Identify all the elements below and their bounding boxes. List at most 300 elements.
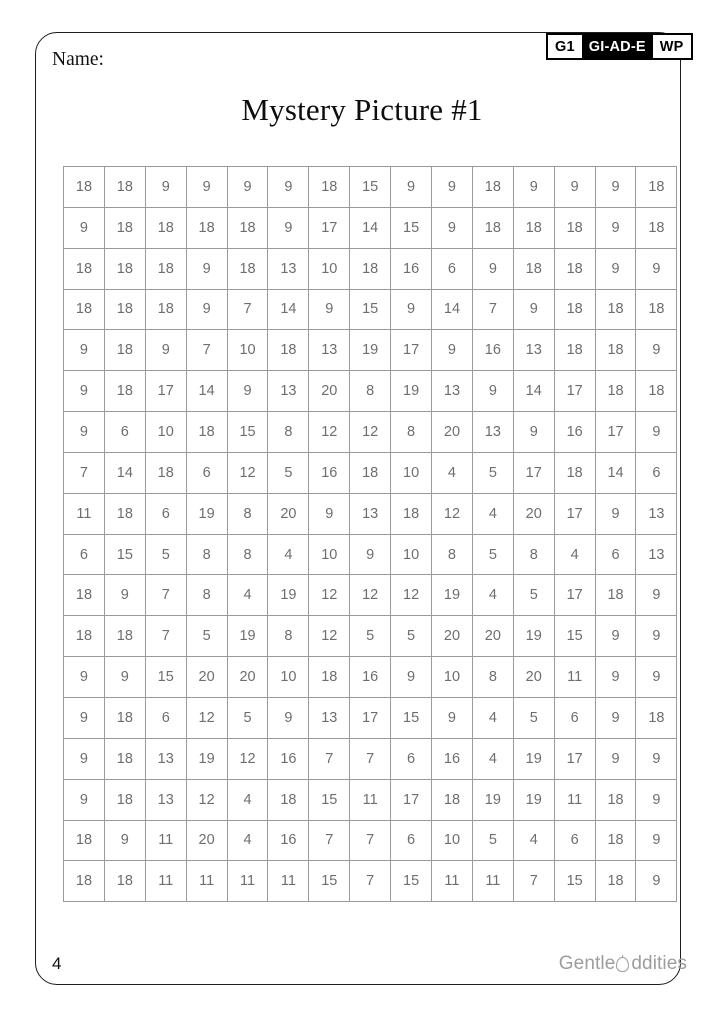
grid-cell[interactable]: 18: [391, 493, 432, 534]
grid-cell[interactable]: 9: [595, 697, 636, 738]
grid-cell[interactable]: 18: [554, 248, 595, 289]
grid-cell[interactable]: 6: [145, 697, 186, 738]
grid-cell[interactable]: 19: [513, 779, 554, 820]
grid-cell[interactable]: 8: [268, 616, 309, 657]
mystery-picture-grid: [63, 166, 677, 902]
grid-cell[interactable]: 18: [595, 820, 636, 861]
grid-cell[interactable]: 9: [186, 248, 227, 289]
grid-cell[interactable]: 15: [391, 697, 432, 738]
grid-cell[interactable]: 18: [104, 371, 145, 412]
grid-cell[interactable]: 18: [595, 289, 636, 330]
grid-cell[interactable]: 18: [64, 861, 105, 902]
grid-cell[interactable]: 16: [472, 330, 513, 371]
grid-cell[interactable]: 18: [186, 412, 227, 453]
grid-cell[interactable]: 19: [350, 330, 391, 371]
grid-cell[interactable]: 14: [595, 452, 636, 493]
grid-row: [64, 167, 677, 208]
grid-cell[interactable]: 6: [554, 697, 595, 738]
grid-cell[interactable]: 9: [636, 616, 677, 657]
grid-cell[interactable]: 6: [186, 452, 227, 493]
name-row: [52, 49, 452, 75]
grid-row: [64, 371, 677, 412]
grid-row: [64, 493, 677, 534]
grid-cell[interactable]: 19: [227, 616, 268, 657]
grid-cell[interactable]: 8: [391, 412, 432, 453]
grid-cell[interactable]: 9: [636, 330, 677, 371]
grid-cell[interactable]: 6: [64, 534, 105, 575]
grid-cell[interactable]: 13: [309, 330, 350, 371]
grid-cell[interactable]: 12: [432, 493, 473, 534]
grid-cell[interactable]: 18: [554, 207, 595, 248]
grid-cell[interactable]: 12: [309, 616, 350, 657]
grid-cell[interactable]: 13: [636, 493, 677, 534]
grid-cell[interactable]: 9: [64, 779, 105, 820]
grid-cell[interactable]: 18: [636, 371, 677, 412]
grid-row: [64, 534, 677, 575]
grid-cell[interactable]: 16: [309, 452, 350, 493]
grid-cell[interactable]: 9: [350, 534, 391, 575]
grid-cell[interactable]: 9: [595, 738, 636, 779]
name-label: Name:: [52, 49, 104, 70]
grid-cell[interactable]: 18: [513, 207, 554, 248]
grid-cell[interactable]: 16: [432, 738, 473, 779]
code-badge-segment-skill: GI-AD-E: [582, 35, 653, 58]
grid-cell[interactable]: 15: [309, 779, 350, 820]
grid-cell[interactable]: 15: [554, 861, 595, 902]
grid-cell[interactable]: 18: [513, 248, 554, 289]
grid-cell[interactable]: 12: [227, 452, 268, 493]
grid-cell[interactable]: 16: [350, 657, 391, 698]
grid-cell[interactable]: 18: [350, 248, 391, 289]
grid-cell[interactable]: 4: [472, 738, 513, 779]
grid-cell[interactable]: 19: [186, 738, 227, 779]
grid-cell[interactable]: 7: [350, 820, 391, 861]
grid-cell[interactable]: 20: [432, 412, 473, 453]
grid-cell[interactable]: 9: [595, 616, 636, 657]
grid-cell[interactable]: 8: [186, 575, 227, 616]
grid-cell[interactable]: 17: [554, 493, 595, 534]
grid-cell[interactable]: 18: [104, 738, 145, 779]
grid-cell[interactable]: 19: [186, 493, 227, 534]
grid-cell[interactable]: 15: [554, 616, 595, 657]
grid-cell[interactable]: 6: [595, 534, 636, 575]
grid-row: [64, 289, 677, 330]
grid-cell[interactable]: 7: [186, 330, 227, 371]
grid-cell[interactable]: 18: [554, 452, 595, 493]
grid-cell[interactable]: 20: [432, 616, 473, 657]
grid-cell[interactable]: 18: [350, 452, 391, 493]
grid-cell[interactable]: 16: [268, 738, 309, 779]
grid-cell[interactable]: 9: [186, 289, 227, 330]
grid-cell[interactable]: 5: [227, 697, 268, 738]
grid-cell[interactable]: 9: [472, 248, 513, 289]
grid-cell[interactable]: 10: [391, 452, 432, 493]
grid-cell[interactable]: 20: [186, 820, 227, 861]
grid-cell[interactable]: 18: [145, 248, 186, 289]
grid-cell[interactable]: 4: [513, 820, 554, 861]
grid-cell[interactable]: 9: [227, 167, 268, 208]
grid-cell[interactable]: 13: [513, 330, 554, 371]
grid-cell[interactable]: 9: [513, 167, 554, 208]
grid-cell[interactable]: 18: [636, 207, 677, 248]
grid-cell[interactable]: 19: [391, 371, 432, 412]
grid-cell[interactable]: 18: [554, 289, 595, 330]
egg-icon: [616, 955, 631, 974]
grid-row: [64, 657, 677, 698]
grid-cell[interactable]: 12: [391, 575, 432, 616]
grid-row: [64, 738, 677, 779]
grid-cell[interactable]: 7: [472, 289, 513, 330]
grid-cell[interactable]: 18: [104, 289, 145, 330]
grid-cell[interactable]: 18: [104, 616, 145, 657]
grid-cell[interactable]: 6: [432, 248, 473, 289]
grid-cell[interactable]: 17: [554, 738, 595, 779]
grid-cell[interactable]: 13: [472, 412, 513, 453]
grid-cell[interactable]: 7: [64, 452, 105, 493]
grid-cell[interactable]: 5: [391, 616, 432, 657]
grid-cell[interactable]: 20: [227, 657, 268, 698]
grid-cell[interactable]: 17: [391, 330, 432, 371]
grid-cell[interactable]: 11: [227, 861, 268, 902]
grid-cell[interactable]: 13: [432, 371, 473, 412]
grid-cell[interactable]: 20: [186, 657, 227, 698]
grid-cell[interactable]: 7: [227, 289, 268, 330]
grid-cell[interactable]: 9: [636, 738, 677, 779]
grid-cell[interactable]: 11: [186, 861, 227, 902]
grid-cell[interactable]: 7: [350, 861, 391, 902]
grid-cell[interactable]: 7: [309, 738, 350, 779]
grid-cell[interactable]: 20: [472, 616, 513, 657]
grid-cell[interactable]: 4: [227, 575, 268, 616]
grid-cell[interactable]: 18: [595, 575, 636, 616]
brand-logo: [559, 953, 687, 975]
grid-cell[interactable]: 18: [636, 697, 677, 738]
grid-cell[interactable]: 13: [350, 493, 391, 534]
grid-cell[interactable]: 18: [104, 248, 145, 289]
grid-cell[interactable]: 14: [513, 371, 554, 412]
grid-cell[interactable]: 18: [227, 248, 268, 289]
grid-cell[interactable]: 20: [268, 493, 309, 534]
grid-cell[interactable]: 12: [186, 779, 227, 820]
grid-row: [64, 697, 677, 738]
grid-cell[interactable]: 12: [350, 412, 391, 453]
grid-cell[interactable]: 17: [554, 575, 595, 616]
grid-cell[interactable]: 11: [268, 861, 309, 902]
grid-cell[interactable]: 14: [268, 289, 309, 330]
grid-cell[interactable]: 9: [595, 657, 636, 698]
grid-cell[interactable]: 17: [309, 207, 350, 248]
grid-cell[interactable]: 13: [268, 371, 309, 412]
grid-cell[interactable]: 14: [432, 289, 473, 330]
grid-cell[interactable]: 5: [472, 534, 513, 575]
grid-cell[interactable]: 8: [186, 534, 227, 575]
grid-cell[interactable]: 20: [513, 493, 554, 534]
grid-cell[interactable]: 18: [309, 657, 350, 698]
grid-cell[interactable]: 17: [554, 371, 595, 412]
grid-cell[interactable]: 9: [432, 207, 473, 248]
grid-cell[interactable]: 9: [64, 330, 105, 371]
grid-cell[interactable]: 18: [104, 697, 145, 738]
grid-cell[interactable]: 9: [268, 697, 309, 738]
grid-cell[interactable]: 19: [268, 575, 309, 616]
grid-cell[interactable]: 9: [513, 412, 554, 453]
page-number: 4: [52, 954, 62, 973]
grid-cell[interactable]: 9: [64, 657, 105, 698]
grid-cell[interactable]: 12: [309, 575, 350, 616]
grid-cell[interactable]: 7: [145, 575, 186, 616]
grid-cell[interactable]: 9: [595, 493, 636, 534]
grid-cell[interactable]: 9: [309, 493, 350, 534]
grid-cell[interactable]: 18: [64, 289, 105, 330]
grid-cell[interactable]: 9: [104, 575, 145, 616]
grid-cell[interactable]: 5: [472, 452, 513, 493]
grid-cell[interactable]: 10: [391, 534, 432, 575]
grid-cell[interactable]: 19: [432, 575, 473, 616]
grid-cell[interactable]: 18: [636, 167, 677, 208]
grid-cell[interactable]: 11: [350, 779, 391, 820]
grid-cell[interactable]: 4: [227, 820, 268, 861]
grid-cell[interactable]: 18: [472, 207, 513, 248]
grid-cell[interactable]: 4: [227, 779, 268, 820]
grid-row: [64, 330, 677, 371]
grid-cell[interactable]: 10: [309, 534, 350, 575]
grid-cell[interactable]: 5: [513, 575, 554, 616]
grid-cell[interactable]: 9: [104, 657, 145, 698]
grid-cell[interactable]: 10: [309, 248, 350, 289]
grid-cell[interactable]: 9: [104, 820, 145, 861]
grid-cell[interactable]: 9: [636, 248, 677, 289]
grid-cell[interactable]: 18: [64, 820, 105, 861]
grid-cell[interactable]: 10: [227, 330, 268, 371]
grid-cell[interactable]: 15: [309, 861, 350, 902]
grid-cell[interactable]: 18: [145, 452, 186, 493]
number-grid-body: [64, 167, 677, 902]
grid-cell[interactable]: 18: [636, 289, 677, 330]
grid-cell[interactable]: 19: [472, 779, 513, 820]
grid-cell[interactable]: 15: [391, 207, 432, 248]
grid-cell[interactable]: 9: [636, 575, 677, 616]
grid-cell[interactable]: 4: [432, 452, 473, 493]
grid-cell[interactable]: 13: [145, 779, 186, 820]
grid-cell[interactable]: 13: [268, 248, 309, 289]
grid-cell[interactable]: 11: [64, 493, 105, 534]
grid-cell[interactable]: 15: [104, 534, 145, 575]
grid-cell[interactable]: 6: [104, 412, 145, 453]
grid-cell[interactable]: 18: [104, 779, 145, 820]
grid-cell[interactable]: 18: [595, 861, 636, 902]
grid-cell[interactable]: 13: [309, 697, 350, 738]
grid-cell[interactable]: 18: [64, 575, 105, 616]
grid-row: [64, 412, 677, 453]
grid-cell[interactable]: 18: [595, 779, 636, 820]
grid-cell[interactable]: 9: [636, 820, 677, 861]
grid-cell[interactable]: 18: [432, 779, 473, 820]
grid-cell[interactable]: 12: [186, 697, 227, 738]
grid-cell[interactable]: 13: [636, 534, 677, 575]
worksheet-code-badge: [546, 33, 693, 60]
grid-cell[interactable]: 18: [145, 207, 186, 248]
grid-cell[interactable]: 5: [513, 697, 554, 738]
grid-row: [64, 575, 677, 616]
grid-cell[interactable]: 9: [64, 738, 105, 779]
grid-cell[interactable]: 7: [350, 738, 391, 779]
grid-cell[interactable]: 9: [636, 861, 677, 902]
grid-cell[interactable]: 18: [309, 167, 350, 208]
grid-cell[interactable]: 18: [554, 330, 595, 371]
grid-cell[interactable]: 14: [186, 371, 227, 412]
grid-cell[interactable]: 7: [309, 820, 350, 861]
grid-cell[interactable]: 17: [391, 779, 432, 820]
grid-cell[interactable]: 20: [513, 657, 554, 698]
grid-cell[interactable]: 9: [636, 412, 677, 453]
grid-cell[interactable]: 11: [554, 657, 595, 698]
grid-cell[interactable]: 18: [64, 167, 105, 208]
grid-cell[interactable]: 9: [432, 697, 473, 738]
grid-cell[interactable]: 10: [268, 657, 309, 698]
grid-cell[interactable]: 9: [391, 289, 432, 330]
grid-cell[interactable]: 16: [268, 820, 309, 861]
page-title: Mystery Picture #1: [241, 92, 483, 127]
grid-cell[interactable]: 18: [64, 616, 105, 657]
grid-cell[interactable]: 15: [391, 861, 432, 902]
grid-cell[interactable]: 17: [350, 697, 391, 738]
grid-cell[interactable]: 18: [104, 861, 145, 902]
name-input-line[interactable]: [115, 50, 452, 64]
grid-cell[interactable]: 9: [64, 371, 105, 412]
grid-cell[interactable]: 4: [268, 534, 309, 575]
grid-cell[interactable]: 9: [595, 248, 636, 289]
grid-cell[interactable]: 18: [227, 207, 268, 248]
grid-cell[interactable]: 19: [513, 738, 554, 779]
grid-cell[interactable]: 9: [64, 207, 105, 248]
grid-cell[interactable]: 18: [268, 779, 309, 820]
grid-row: [64, 861, 677, 902]
grid-cell[interactable]: 12: [227, 738, 268, 779]
grid-cell[interactable]: 4: [554, 534, 595, 575]
grid-cell[interactable]: 9: [432, 167, 473, 208]
grid-cell[interactable]: 15: [350, 167, 391, 208]
grid-cell[interactable]: 18: [64, 248, 105, 289]
grid-cell[interactable]: 7: [145, 616, 186, 657]
grid-cell[interactable]: 9: [432, 330, 473, 371]
grid-cell[interactable]: 18: [104, 493, 145, 534]
grid-cell[interactable]: 9: [513, 289, 554, 330]
grid-cell[interactable]: 11: [145, 820, 186, 861]
grid-cell[interactable]: 5: [145, 534, 186, 575]
grid-row: [64, 779, 677, 820]
grid-cell[interactable]: 18: [104, 167, 145, 208]
grid-cell[interactable]: 17: [513, 452, 554, 493]
grid-cell[interactable]: 16: [554, 412, 595, 453]
grid-cell[interactable]: 5: [186, 616, 227, 657]
grid-cell[interactable]: 18: [268, 330, 309, 371]
grid-cell[interactable]: 17: [145, 371, 186, 412]
grid-cell[interactable]: 11: [472, 861, 513, 902]
grid-cell[interactable]: 10: [432, 657, 473, 698]
grid-cell[interactable]: 8: [268, 412, 309, 453]
grid-cell[interactable]: 17: [595, 412, 636, 453]
grid-cell[interactable]: 14: [350, 207, 391, 248]
grid-cell[interactable]: 18: [595, 371, 636, 412]
grid-cell[interactable]: 9: [636, 779, 677, 820]
number-grid-table: [63, 166, 677, 902]
grid-cell[interactable]: 9: [595, 207, 636, 248]
grid-cell[interactable]: 18: [472, 167, 513, 208]
grid-cell[interactable]: 9: [268, 207, 309, 248]
grid-cell[interactable]: 6: [145, 493, 186, 534]
grid-cell[interactable]: 9: [309, 289, 350, 330]
grid-cell[interactable]: 9: [186, 167, 227, 208]
grid-cell[interactable]: 9: [145, 330, 186, 371]
brand-logo-prefix: Gentle: [558, 953, 616, 974]
grid-cell[interactable]: 8: [227, 493, 268, 534]
grid-cell[interactable]: 6: [391, 738, 432, 779]
grid-cell[interactable]: 9: [636, 657, 677, 698]
grid-cell[interactable]: 16: [391, 248, 432, 289]
grid-cell[interactable]: 13: [145, 738, 186, 779]
grid-cell[interactable]: 6: [554, 820, 595, 861]
grid-cell[interactable]: 15: [227, 412, 268, 453]
grid-cell[interactable]: 12: [350, 575, 391, 616]
grid-cell[interactable]: 5: [268, 452, 309, 493]
code-badge-segment-type: WP: [653, 35, 691, 58]
grid-cell[interactable]: 8: [513, 534, 554, 575]
grid-cell[interactable]: 11: [554, 779, 595, 820]
grid-cell[interactable]: 11: [432, 861, 473, 902]
grid-cell[interactable]: 6: [391, 820, 432, 861]
grid-cell[interactable]: 20: [309, 371, 350, 412]
grid-row: [64, 616, 677, 657]
grid-cell[interactable]: 4: [472, 697, 513, 738]
grid-cell[interactable]: 7: [513, 861, 554, 902]
grid-cell[interactable]: 6: [636, 452, 677, 493]
grid-cell[interactable]: 19: [513, 616, 554, 657]
grid-cell[interactable]: 9: [268, 167, 309, 208]
grid-cell[interactable]: 4: [472, 493, 513, 534]
grid-cell[interactable]: 5: [472, 820, 513, 861]
grid-cell[interactable]: 8: [432, 534, 473, 575]
grid-cell[interactable]: 15: [145, 657, 186, 698]
grid-cell[interactable]: 14: [104, 452, 145, 493]
grid-row: [64, 207, 677, 248]
grid-cell[interactable]: 18: [104, 330, 145, 371]
grid-row: [64, 820, 677, 861]
grid-cell[interactable]: 9: [145, 167, 186, 208]
grid-cell[interactable]: 9: [64, 412, 105, 453]
grid-cell[interactable]: 10: [432, 820, 473, 861]
grid-cell[interactable]: 15: [350, 289, 391, 330]
grid-cell[interactable]: 5: [350, 616, 391, 657]
grid-cell[interactable]: 9: [595, 167, 636, 208]
grid-cell[interactable]: 12: [309, 412, 350, 453]
grid-cell[interactable]: 9: [64, 697, 105, 738]
grid-cell[interactable]: 9: [472, 371, 513, 412]
grid-cell[interactable]: 8: [472, 657, 513, 698]
grid-cell[interactable]: 18: [595, 330, 636, 371]
grid-cell[interactable]: 4: [472, 575, 513, 616]
grid-cell[interactable]: 9: [391, 167, 432, 208]
grid-cell[interactable]: 18: [186, 207, 227, 248]
grid-cell[interactable]: 11: [145, 861, 186, 902]
grid-cell[interactable]: 9: [227, 371, 268, 412]
grid-cell[interactable]: 8: [227, 534, 268, 575]
grid-cell[interactable]: 18: [145, 289, 186, 330]
grid-cell[interactable]: 8: [350, 371, 391, 412]
grid-cell[interactable]: 9: [391, 657, 432, 698]
grid-cell[interactable]: 10: [145, 412, 186, 453]
grid-cell[interactable]: 9: [554, 167, 595, 208]
grid-cell[interactable]: 18: [104, 207, 145, 248]
